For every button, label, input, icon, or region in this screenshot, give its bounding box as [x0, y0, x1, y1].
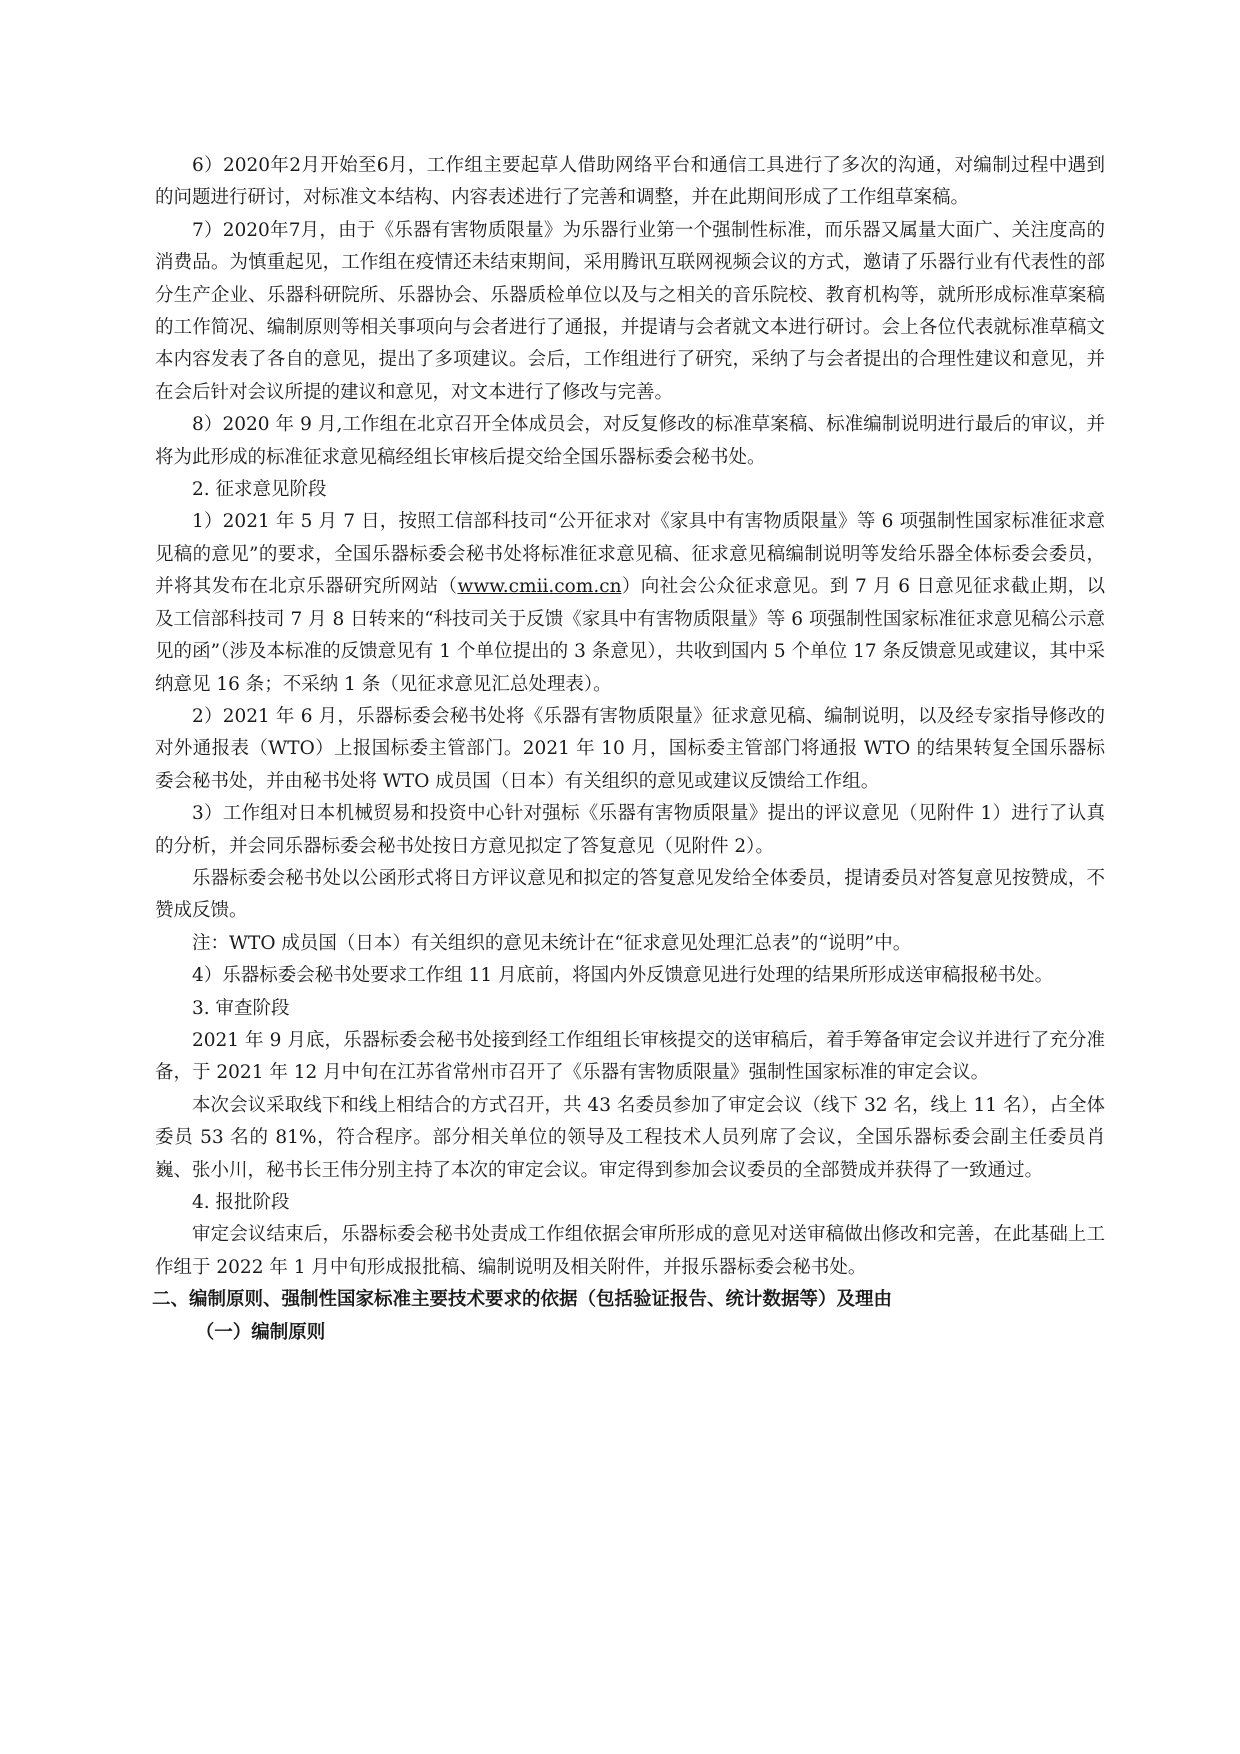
paragraph-secretariat-letter: 乐器标委会秘书处以公函形式将日方评议意见和拟定的答复意见发给全体委员，提请委员对答复意见按赞成，不赞成反馈。 [155, 867, 1105, 922]
sub-heading: （一）编制原则 [195, 1321, 326, 1343]
paragraph-note: 注：WTO 成员国（日本）有关组织的意见未统计在“征求意见处理汇总表”的“说明”中。 [192, 932, 912, 954]
paragraph-7: 7）2020年7月，由于《乐器有害物质限量》为乐器行业第一个强制性标准，而乐器又属量大面广、关注度高的消费品。为慎重起见，工作组在疫情还未结束期间，采用腾讯互联网视频会议的方式，邀请了乐器行业有代表性的部分生产企业、乐器科研院所、乐器协会、乐器质检单位以及与之相关的音乐院校、教育机构等，就所形成标准草案稿的工作简况、编制原则等相关事项向与会者进行了通报，并提请与会者就文本进行研讨。会上各位代表就标准草稿文本内容发表了各自的意见，提出了多项建议。会后，工作组进行了研究，采纳了与会者提出的合理性建议和意见，并在会后针对会议所提的建议和意见，对文本进行了修改与完善。 [155, 219, 1105, 403]
stage-heading-consultation: 2. 征求意见阶段 [192, 479, 327, 501]
stage-heading-approval: 4. 报批阶段 [192, 1192, 290, 1213]
document-page [152, 150, 1105, 1349]
stage-heading-review: 3. 审查阶段 [192, 997, 290, 1019]
paragraph-6: 6）2020年2月开始至6月，工作组主要起草人借助网络平台和通信工具进行了多次的沟通，对编制过程中遇到的问题进行研讨，对标准文本结构、内容表述进行了完善和调整，并在此期间形成了工作组草案稿。 [155, 155, 1105, 209]
paragraph-consultation-2: 2）2021 年 6 月，乐器标委会秘书处将《乐器有害物质限量》征求意见稿、编制说明，以及经专家指导修改的对外通报表（WTO）上报国标委主管部门。2021 年 10 月，国标委主管部门将通报 WTO 的结果转复全国乐器标委会秘书处，并由秘书处将 WTO 成员国（日本）有关组织的意见或建议反馈给工作组。 [155, 705, 1105, 792]
paragraph-consultation-4: 4）乐器标委会秘书处要求工作组 11 月底前，将国内外反馈意见进行处理的结果所形成送审稿报秘书处。 [192, 965, 1054, 987]
paragraph-8: 8）2020 年 9 月,工作组在北京召开全体成员会，对反复修改的标准草案稿、标准编制说明进行最后的审议，并将为此形成的标准征求意见稿经组长审核后提交给全国乐器标委会秘书处。 [155, 414, 1105, 468]
paragraph-text-before-link: 1）2021 年 5 月 7 日，按照工信部科技司“公开征求对《家具中有害物质限量》等 6 项强制性国家标准征求意见稿的意见”的要求，全国乐器标委会秘书处将标准征求意见稿、征求意见稿编制说明等发给乐器全体标委会委员，并将其发布在北京乐器研究所网站（ [155, 511, 1105, 598]
website-link[interactable]: www.cmii.com.cn [457, 576, 622, 598]
paragraph-consultation-1 [155, 506, 1105, 700]
paragraph-approval: 审定会议结束后，乐器标委会秘书处责成工作组依据会审所形成的意见对送审稿做出修改和完善，在此基础上工作组于 2022 年 1 月中旬形成报批稿、编制说明及相关附件，并报乐器标委会秘书处。 [155, 1224, 1105, 1278]
paragraph-review-1: 2021 年 9 月底，乐器标委会秘书处接到经工作组组长审核提交的送审稿后，着手筹备审定会议并进行了充分准备，于 2021 年 12 月中旬在江苏省常州市召开了《乐器有害物质限量》强制性国家标准的审定会议。 [155, 1029, 1105, 1084]
section-heading: 二、编制原则、强制性国家标准主要技术要求的依据（包括验证报告、统计数据等）及理由 [152, 1289, 893, 1311]
paragraph-text-after-link: ）向社会公众征求意见。到 7 月 6 日意见征求截止期，以及工信部科技司 7 月 8 日转来的“科技司关于反馈《家具中有害物质限量》等 6 项强制性国家标准征求意见稿公示意见的函”（涉及本标准的反馈意见有 1 个单位提出的 3 条意见），共收到国内 5 个单位 17 条反馈意见或建议，其中采纳意见 16 条；不采纳 1 条（见征求意见汇总处理表）。 [155, 576, 1105, 695]
paragraph-review-2: 本次会议采取线下和线上相结合的方式召开，共 43 名委员参加了审定会议（线下 32 名，线上 11 名），占全体委员 53 名的 81%，符合程序。部分相关单位的领导及工程技术人员列席了会议，全国乐器标委会副主任委员肖巍、张小川，秘书长王伟分别主持了本次的审定会议。审定得到参加会议委员的全部赞成并获得了一致通过。 [155, 1094, 1105, 1181]
paragraph-consultation-3: 3）工作组对日本机械贸易和投资中心针对强标《乐器有害物质限量》提出的评议意见（见附件 1）进行了认真的分析，并会同乐器标委会秘书处按日方意见拟定了答复意见（见附件 2）。 [155, 803, 1105, 857]
